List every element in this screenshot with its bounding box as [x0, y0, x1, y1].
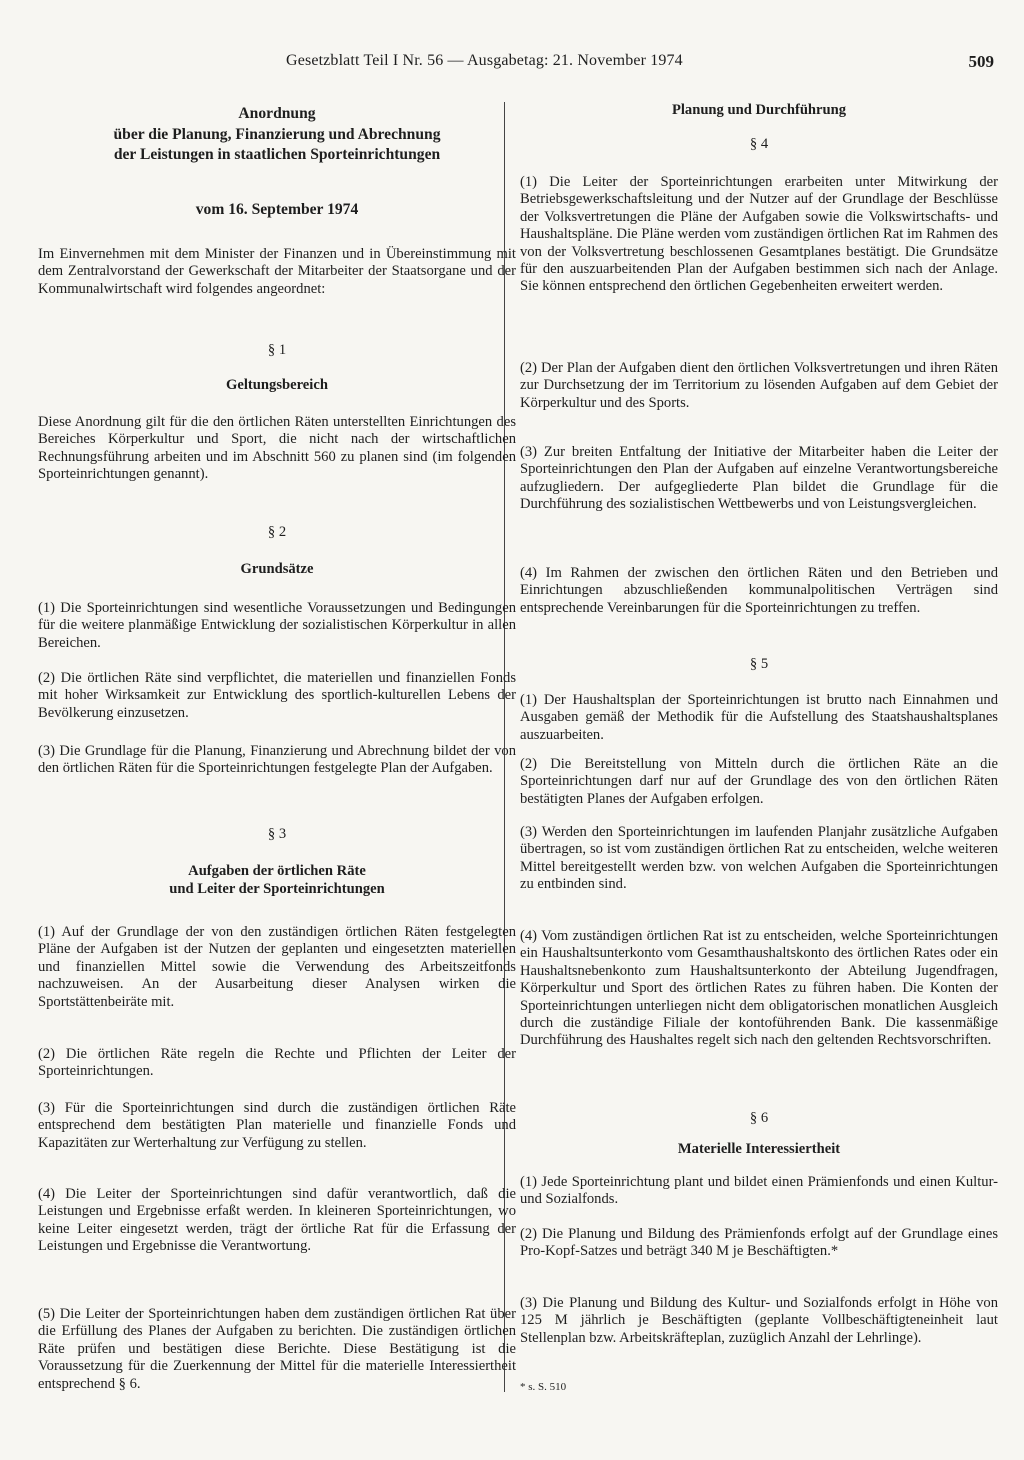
section-1-paragraph-1: Diese Anordnung gilt für die den örtlichen Räten unterstellten Einrichtungen des Bereiches Körperkultur und Sport, die nicht nach der wirtschaftlichen Rechnungsführung arbeiten und im Abschnitt 560 zu planen sind (im folgenden Sporteinrichtungen genannt).: [38, 414, 516, 483]
section-5-paragraph-4: (4) Vom zuständigen örtlichen Rat ist zu entscheiden, welche Sporteinrichtungen ein Haushaltsunterkonto vom Gesamthaushaltskonto des örtlichen Rates oder ein Haushaltsnebenkonto zum Haushaltsunterkonto der Abteilung Jugendfragen, Körperkultur und Sport des örtlichen Rates zu führen haben. Die Konten der Sporteinrichtungen unterliegen nicht dem obligatorischen monatlichen Ausgleich durch die zuständige Filiale der kontoführenden Bank. Die kassenmäßige Durchführung des Haushaltes regelt sich nach den geltenden Rechtsvorschriften.: [520, 928, 998, 1049]
section-2-title: Grundsätze: [240, 561, 314, 577]
section-2-number: § 2: [267, 524, 287, 540]
section-3-paragraph-4: (4) Die Leiter der Sporteinrichtungen sind dafür verantwortlich, daß die Leistungen und Ergebnisse erfaßt werden. In kleineren Sporteinrichtungen, wo keine Leiter eingesetzt werden, trägt der örtliche Rat für die Erfassung der Leistungen und Ergebnisse die Verantwortung.: [38, 1186, 516, 1255]
document-title: Anordnung über die Planung, Finanzierung und Abrechnung der Leistungen in staatlichen Sporteinrichtungen: [113, 105, 441, 163]
section-6-paragraph-1: (1) Jede Sporteinrichtung plant und bildet einen Prämienfonds und einen Kultur- und Sozialfonds.: [520, 1174, 998, 1208]
section-3-number: § 3: [267, 826, 287, 842]
section-3-title: Aufgaben der örtlichen Räte und Leiter der Sporteinrichtungen: [169, 863, 385, 897]
section-1-number: § 1: [267, 342, 287, 358]
section-2-paragraph-3: (3) Die Grundlage für die Planung, Finanzierung und Abrechnung bildet der von den örtlichen Räten für die Sporteinrichtungen festgelegte Plan der Aufgaben.: [38, 743, 516, 777]
section-3-paragraph-3: (3) Für die Sporteinrichtungen sind durch die zuständigen örtlichen Räte entsprechend dem bestätigten Plan materielle und finanzielle Fonds und Kapazitäten zur Werterhaltung zur Verfügung zu stellen.: [38, 1100, 516, 1151]
section-4-paragraph-3: (3) Zur breiten Entfaltung der Initiative der Mitarbeiter haben die Leiter der Sporteinrichtungen den Plan der Aufgaben auf einzelne Verantwortungsbereiche aufzugliedern. Der aufgegliederte Plan bildet die Grundlage für die Durchführung des sozialistischen Wettbewerbs und von Leistungsvergleichen.: [520, 444, 998, 513]
section-6-number: § 6: [749, 1110, 769, 1126]
section-1-title: Geltungsbereich: [226, 377, 328, 393]
section-4-number: § 4: [749, 136, 769, 152]
section-3-paragraph-5: (5) Die Leiter der Sporteinrichtungen haben dem zuständigen örtlichen Rat über die Erfüllung des Planes der Aufgaben zu berichten. Die zuständigen örtlichen Räte prüfen und bestätigen diese Berichte. Diese Bestätigung ist die Voraussetzung für die Zuerkennung der Mittel für die materielle Interessiertheit entsprechend § 6.: [38, 1306, 516, 1392]
section-3-paragraph-2: (2) Die örtlichen Räte regeln die Rechte und Pflichten der Leiter der Sporteinrichtungen.: [38, 1046, 516, 1080]
section-5-paragraph-1: (1) Der Haushaltsplan der Sporteinrichtungen ist brutto nach Einnahmen und Ausgaben gemäß der Methodik für die Aufstellung des Staatshaushaltsplanes auszuarbeiten.: [520, 692, 998, 743]
page-number: 509: [968, 52, 994, 71]
gazette-header-title: Gesetzblatt Teil I Nr. 56 — Ausgabetag: 21. November 1974: [286, 52, 683, 69]
section-6-paragraph-3: (3) Die Planung und Bildung des Kultur- und Sozialfonds erfolgt in Höhe von 125 M jährlich je Beschäftigten (geplante Vollbeschäftigteneinheit laut Stellenplan bzw. Arbeitskräfteplan, zuzüglich Anzahl der Lehrlinge).: [520, 1295, 998, 1346]
section-4-paragraph-4: (4) Im Rahmen der zwischen den örtlichen Räten und den Betrieben und Einrichtungen abzuschließenden kommunalpolitischen Verträgen sind entsprechende Vereinbarungen für die Sporteinrichtungen zu treffen.: [520, 565, 998, 616]
document-date: vom 16. September 1974: [195, 201, 359, 218]
section-2-paragraph-2: (2) Die örtlichen Räte sind verpflichtet, die materiellen und finanziellen Fonds mit hoher Wirksamkeit zur Entwicklung des sportlich-kulturellen Lebens der Bevölkerung einzusetzen.: [38, 670, 516, 721]
section-6-paragraph-2: (2) Die Planung und Bildung des Prämienfonds erfolgt auf der Grundlage eines Pro-Kopf-Satzes und beträgt 340 M je Beschäftigten.*: [520, 1226, 998, 1260]
footnote: * s. S. 510: [520, 1381, 567, 1393]
section-2-paragraph-1: (1) Die Sporteinrichtungen sind wesentliche Voraussetzungen und Bedingungen für die weitere planmäßige Entwicklung der sozialistischen Körperkultur in allen Bereichen.: [38, 600, 516, 651]
planning-heading: Planung und Durchführung: [671, 102, 847, 118]
preamble: Im Einvernehmen mit dem Minister der Finanzen und in Übereinstimmung mit dem Zentralvorstand der Gewerkschaft der Mitarbeiter der Staatsorgane und der Kommunalwirtschaft wird folgendes angeordnet:: [38, 246, 516, 297]
section-5-paragraph-2: (2) Die Bereitstellung von Mitteln durch die örtlichen Räte an die Sporteinrichtungen darf nur auf der Grundlage des von den örtlichen Räten bestätigten Planes der Aufgaben erfolgen.: [520, 756, 998, 807]
section-5-paragraph-3: (3) Werden den Sporteinrichtungen im laufenden Planjahr zusätzliche Aufgaben übertragen, so ist vom zuständigen örtlichen Rat zu entscheiden, welche weiteren Mittel bereitgestellt werden bzw. von welchen Aufgaben die Sporteinrichtungen zu entbinden sind.: [520, 824, 998, 893]
section-5-number: § 5: [749, 656, 769, 672]
section-4-paragraph-1: (1) Die Leiter der Sporteinrichtungen erarbeiten unter Mitwirkung der Betriebsgewerkschaftsleitung und der Nutzer auf der Grundlage der Beschlüsse der Volksvertretungen die Pläne der Aufgaben sowie die Volkswirtschafts- und Haushaltspläne. Die Pläne werden vom zuständigen örtlichen Rat im Rahmen des von der Volksvertretung beschlossenen Gesamtplanes bestätigt. Die Grundsätze für den auszuarbeitenden Plan der Aufgaben bestimmen sich nach der Anlage. Sie können entsprechend den örtlichen Gegebenheiten erweitert werden.: [520, 174, 998, 295]
page-header: [286, 52, 994, 78]
section-3-paragraph-1: (1) Auf der Grundlage der von den zuständigen örtlichen Räten festgelegten Pläne der Aufgaben ist der Nutzen der geplanten und eingesetzten materiellen und finanziellen Mittel sowie die Verwendung des Arbeitszeitfonds nachzuweisen. An der Ausarbeitung dieser Analysen wirken die Sportstättenbeiräte mit.: [38, 924, 516, 1010]
section-6-title: Materielle Interessiertheit: [677, 1141, 841, 1157]
section-4-paragraph-2: (2) Der Plan der Aufgaben dient den örtlichen Volksvertretungen und ihren Räten zur Durchsetzung der im Territorium zu lösenden Aufgaben auf dem Gebiet der Körperkultur und des Sports.: [520, 360, 998, 411]
